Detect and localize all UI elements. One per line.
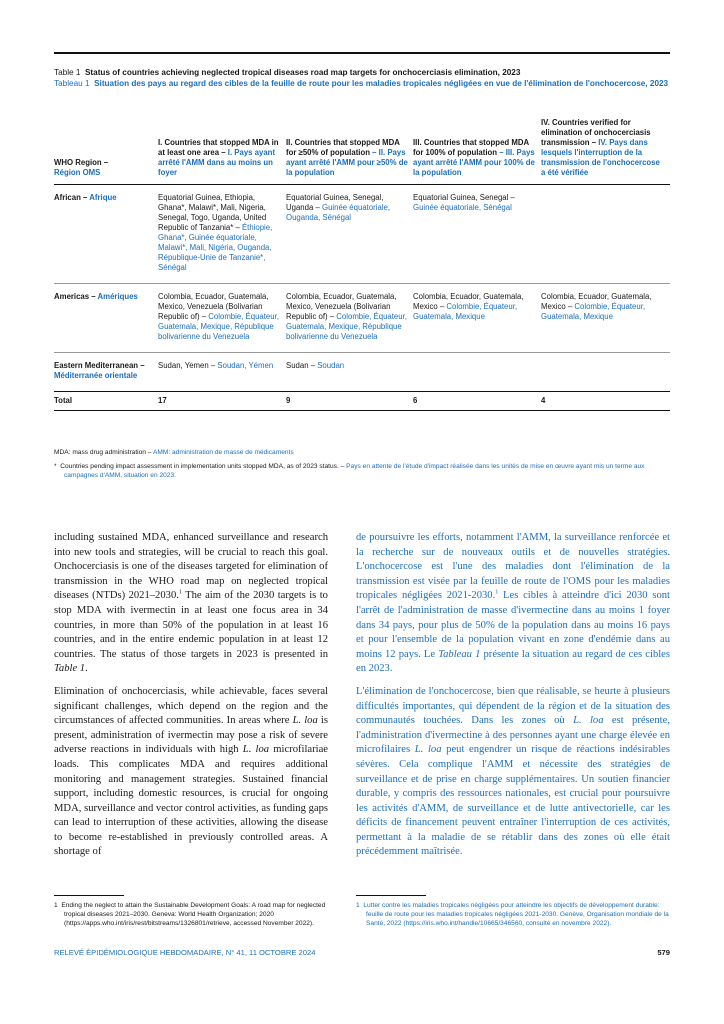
status-table — [54, 118, 670, 411]
region-cell: Americas – Amériques — [54, 284, 158, 353]
table-row-eastern-mediterranean — [54, 353, 670, 392]
right-footnote-rule — [356, 895, 426, 896]
caption-en-prefix: Table 1 — [54, 68, 81, 77]
table-cell: Equatorial Guinea, Senegal, Uganda – Guinée équatoriale, Ouganda, Sénégal — [286, 185, 413, 284]
table-header-row — [54, 118, 670, 185]
english-paragraph-1: including sustained MDA, enhanced surveillance and research into new tools and strategies, will be crucial to reach this goal. Onchocerciasis is one of the diseases targeted for elimination of transmission in the WHO road map on neglected tropical diseases (NTDs) 2021–2030.$^1$ The aim of the 2030 targets is to stop MDA with ivermectin in at least one focus area in 34 countries, in more than 50% of the population in at least 16 countries, and in the entire endemic population in at least 12 countries. The status of those targets in 2023 is presented in Table 1. — [54, 532, 328, 675]
mda-note: MDA: mass drug administration – AMM: administration de masse de médicaments — [54, 449, 294, 456]
table-cell: Equatorial Guinea, Ethiopia, Ghana*, Malawi*, Mali, Nigeria, Senegal, Togo, Uganda, United Republic of Tanzania* – Éthiopie, Ghana*, Guinée équatoriale, Malawi*, Mali, Nigéria, Ouganda, République-Unie de Tanzanie*, Sénégal — [158, 185, 286, 284]
table-cell — [541, 353, 670, 392]
total-label: Total — [54, 392, 158, 411]
header-col-4: IV. Countries verified for elimination of onchocerciasis transmission – IV. Pays dans lesquels l'interruption de la transmission de l'onchocercose a été vérifiée — [541, 118, 670, 185]
total-value: 17 — [158, 392, 286, 411]
left-footnote-rule — [54, 895, 124, 896]
footer-journal: RELEVÉ ÉPIDÉMIOLOGIQUE HEBDOMADAIRE, N° 41, 11 OCTOBRE 2024 — [54, 948, 316, 957]
table-cell — [413, 353, 541, 392]
top-rule — [54, 52, 670, 54]
right-footnote: 1 Lutter contre les maladies tropicales négligées pour atteindre les objectifs de développement durable: feuille de route pour les maladies tropicales négligées 2021-2030. Genève, Organisation mondiale de la Santé, 2022 (https://iris.who.int/handle/10665/346560, consulté en novembre 2022). — [356, 902, 669, 927]
table-row-americas — [54, 284, 670, 353]
header-col-3: III. Countries that stopped MDA for 100% of population – III. Pays ayant arrêté l'AMM pour 100% de la population — [413, 118, 541, 185]
english-column — [54, 531, 328, 868]
left-footnote: 1 Ending the neglect to attain the Sustainable Development Goals: A road map for neglected tropical diseases 2021–2030. Geneva: World Health Organization; 2020 (https://apps.who.int/iris/rest/bitstreams/1326801/retrieve, accessed November 2022). — [54, 902, 326, 927]
caption-fr-prefix: Tableau 1 — [54, 78, 90, 88]
header-col-1: I. Countries that stopped MDA in at least one area – I. Pays ayant arrêté l'AMM dans au moins un foyer — [158, 118, 286, 185]
english-paragraph-2: Elimination of onchocerciasis, while achievable, faces several significant challenges, which depend on the region and the circumstances of affected communities. In areas where L. loa is present, administration of ivermectin may pose a risk of severe adverse reactions in individuals with high L. loa microfilariae loads. This complicates MDA and requires additional monitoring and management strategies. Sustained financial support, including domestic resources, is crucial for ongoing MDA, surveillance and vector control activities, as funding gaps can lead to interruption of these activities, allowing the disease to become re-established in previously controlled areas. A shortage of — [54, 685, 328, 858]
table-cell: Colombia, Ecuador, Guatemala, Mexico, Venezuela (Bolivarian Republic of) – Colombie, Équateur, Guatemala, Mexique, République bolivarienne du Venezuela — [158, 284, 286, 353]
region-cell: African – Afrique — [54, 185, 158, 284]
table-cell: Equatorial Guinea, Senegal – Guinée équatoriale, Sénégal — [413, 185, 541, 284]
french-paragraph-1: de poursuivre les efforts, notamment l'AMM, la surveillance renforcée et la recherche sur de nouveaux outils et de nouvelles stratégies. L'onchocercose est l'une des maladies dont l'élimination de la transmission est visée par la feuille de route de l'OMS pour les maladies tropicales négligées 2021-2030.$^1$ Les cibles à atteindre d'ici 2030 sont l'arrêt de l'administration de masse d'ivermectine dans au moins 1 foyer dans 34 pays, pour plus de 50% de la population dans au moins 16 pays et pour l'ensemble de la population vivant en zone d'endémie dans au moins 12 pays. Le Tableau 1 présente la situation au regard de ces cibles en 2023. — [356, 532, 671, 675]
caption-fr-title: Situation des pays au regard des cibles de la feuille de route pour les maladies tropicales négligées en vue de l'élimination de l'onchocercose, 2023 — [94, 78, 669, 88]
table-notes — [54, 448, 670, 480]
header-col-2: II. Countries that stopped MDA for ≥50% of population – II. Pays ayant arrêté l'AMM pour ≥50% de la population — [286, 118, 413, 185]
table-cell: Colombia, Ecuador, Guatemala, Mexico, Venezuela (Bolivarian Republic of) – Colombie, Équateur, Guatemala, Mexique, République bolivarienne du Venezuela — [286, 284, 413, 353]
table-cell — [541, 185, 670, 284]
table-row-total — [54, 392, 670, 411]
french-column — [356, 531, 670, 868]
total-value: 9 — [286, 392, 413, 411]
table-cell: Colombia, Ecuador, Guatemala, Mexico – Colombie, Équateur, Guatemala, Mexique — [541, 284, 670, 353]
page-footer — [54, 948, 670, 957]
table-cell: Sudan – Soudan — [286, 361, 345, 370]
region-cell: Eastern Mediterranean – Méditerranée orientale — [54, 361, 145, 380]
table-caption — [54, 68, 670, 89]
caption-en-title: Status of countries achieving neglected tropical diseases road map targets for onchocerciasis elimination, 2023 — [84, 68, 521, 77]
header-region: WHO Region – Région OMS — [54, 118, 158, 185]
total-value: 4 — [541, 392, 670, 411]
page-number: 579 — [657, 948, 670, 957]
table-cell: Sudan, Yemen – Soudan, Yémen — [158, 361, 274, 370]
table-cell: Colombia, Ecuador, Guatemala, Mexico – Colombie, Équateur, Guatemala, Mexique — [413, 284, 541, 353]
total-value: 6 — [413, 392, 541, 411]
star-note: * Countries pending impact assessment in implementation units stopped MDA, as of 2023 status. – Pays en attente de l'étude d'impact réalisée dans les unités de mise en œuvre ayant mis un terme aux campagnes d'AMM, situation en 2023. — [54, 463, 645, 479]
french-paragraph-2: L'élimination de l'onchocercose, bien que réalisable, se heurte à plusieurs difficultés importantes, qui dépendent de la région et de la situation des communautés touchées. Dans les zones où L. loa est présente, l'administration d'ivermectine à des personnes ayant une charge élevée en microfilaires L. loa peut engendrer un risque de réactions indésirables sévères. Cela complique l'AMM et nécessite des stratégies de surveillance et de prise en charge supplémentaires. Un soutien financier durable, y compris des ressources nationales, est crucial pour poursuivre les activités d'AMM, de surveillance et de lutte antivectorielle, car les déficits de financement peuvent entraîner l'interruption de ces activités, permettant à la maladie de se rétablir dans des zones où elle était précédemment maîtrisée. — [356, 685, 670, 858]
table-row-african — [54, 185, 670, 284]
